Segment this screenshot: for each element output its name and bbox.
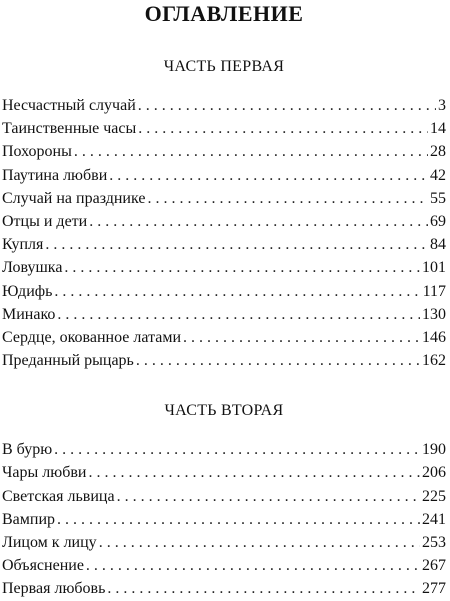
toc-entry-page: 28 [430,143,446,161]
dot-leader [99,531,420,554]
toc-entry [2,461,446,484]
toc-entry-title: Случай на празднике [2,189,146,207]
dot-leader [138,94,436,117]
toc-entry [2,256,446,279]
toc-entry [2,117,446,140]
toc-entry [2,140,446,163]
toc-entry-page: 190 [422,441,446,459]
dot-leader [109,164,428,187]
dot-leader [54,280,420,303]
toc-entry-title: В бурю [2,441,53,459]
toc-entry-page: 277 [422,580,446,598]
toc-entry-page: 130 [422,305,446,323]
toc-entry-title: Минако [2,305,56,323]
dot-leader [183,326,420,349]
dot-leader [57,508,420,531]
toc-entry-title: Юдифь [2,282,53,300]
part-one-entries [2,94,446,372]
dot-leader [45,233,428,256]
toc-entry-title: Паутина любви [2,166,108,184]
toc-entry [2,280,446,303]
toc-entry [2,508,446,531]
toc-entry-title: Сердце, окованное латами [2,328,182,346]
toc-entry-title: Вампир [2,510,56,528]
toc-entry-page: 101 [422,259,446,277]
dot-leader [57,303,420,326]
dot-leader [136,349,420,372]
toc-entry-page: 162 [422,352,446,370]
toc-entry-title: Первая любовь [2,580,106,598]
toc-entry-title: Чары любви [2,464,87,482]
part-two-title: ЧАСТЬ ВТОРАЯ [164,402,284,420]
toc-entry-title: Лицом к лицу [2,534,97,551]
toc-entry-title: Таинственные часы [2,120,137,138]
toc-entry-page: 253 [422,534,446,551]
toc-entry-page: 3 [438,97,446,114]
dot-leader [117,485,420,508]
toc-entry-page: 241 [422,510,446,528]
toc-entry-page: 69 [430,212,446,230]
toc-entry [2,233,446,256]
part-one [2,58,446,372]
toc-entry-title: Объяснение [2,557,84,575]
toc-entry-page: 55 [430,189,446,207]
toc-entry [2,554,446,577]
toc-entry [2,531,446,554]
toc-entry-title: Отцы и дети [2,212,88,230]
toc-entry-page: 225 [422,487,446,505]
part-one-title: ЧАСТЬ ПЕРВАЯ [163,58,285,75]
toc-entry [2,210,446,233]
toc-entry-title: Несчастный случай [2,97,136,114]
toc-entry-title: Купля [2,236,44,254]
toc-entry [2,94,446,117]
toc-entry [2,164,446,187]
dot-leader [89,210,428,233]
toc-entry [2,485,446,508]
toc-entry [2,187,446,210]
toc-entry-page: 146 [422,328,446,346]
toc-entry-page: 14 [430,120,446,138]
dot-leader [147,187,428,210]
dot-leader [138,117,428,140]
part-two [2,402,446,600]
dot-leader [86,554,420,577]
toc-entry [2,349,446,372]
toc-entry-page: 117 [422,282,446,300]
toc-entry [2,577,446,600]
dot-leader [88,461,420,484]
dot-leader [107,577,420,600]
toc-entry [2,326,446,349]
dot-leader [54,438,420,461]
dot-leader [74,140,428,163]
toc-title: ОГЛАВЛЕНИЕ [144,1,304,26]
toc-entry-title: Похороны [2,143,72,161]
toc-entry [2,303,446,326]
toc-entry-page: 267 [422,557,446,575]
dot-leader [64,256,420,279]
toc-entry-page: 206 [422,464,446,482]
toc-entry [2,438,446,461]
part-two-entries [2,438,446,600]
toc-entry-page: 84 [430,236,446,254]
toc-entry-page: 42 [430,166,446,184]
toc-entry-title: Ловушка [2,259,63,277]
toc-entry-title: Светская львица [2,487,115,505]
toc-entry-title: Преданный рыцарь [2,352,134,370]
